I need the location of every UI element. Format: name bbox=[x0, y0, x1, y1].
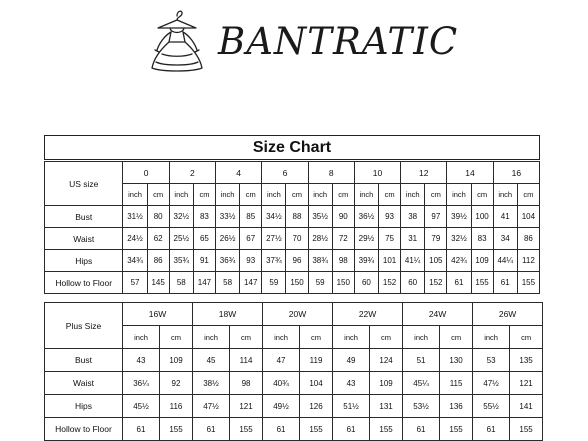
unit-header-cell: inch bbox=[123, 184, 147, 206]
measurement-value: 79 bbox=[425, 228, 447, 250]
measurement-value: 119 bbox=[300, 349, 333, 372]
measurement-value: 72 bbox=[332, 228, 354, 250]
measurement-value: 104 bbox=[517, 206, 539, 228]
unit-header-cell: cm bbox=[230, 326, 263, 349]
unit-header-cell: cm bbox=[370, 326, 403, 349]
unit-header-cell: inch bbox=[216, 184, 240, 206]
measurement-value: 135 bbox=[510, 349, 543, 372]
measurement-value: 100 bbox=[471, 206, 493, 228]
measurement-value: 155 bbox=[160, 418, 193, 441]
table-row bbox=[45, 272, 540, 294]
measurement-value: 83 bbox=[471, 228, 493, 250]
measurement-value: 92 bbox=[160, 372, 193, 395]
measurement-value: 141 bbox=[510, 395, 543, 418]
size-column-label: Plus Size bbox=[45, 303, 123, 349]
size-header-cell: 26W bbox=[473, 303, 543, 326]
unit-header-cell: inch bbox=[473, 326, 510, 349]
measurement-value: 35¾ bbox=[169, 250, 193, 272]
measurement-value: 45 bbox=[193, 349, 230, 372]
measurement-value: 34½ bbox=[262, 206, 286, 228]
measurement-label: Waist bbox=[45, 228, 123, 250]
measurement-value: 24½ bbox=[123, 228, 147, 250]
size-header-cell: 6 bbox=[262, 162, 308, 184]
size-header-cell: 4 bbox=[216, 162, 262, 184]
measurement-value: 32½ bbox=[447, 228, 471, 250]
measurement-value: 36½ bbox=[354, 206, 378, 228]
measurement-value: 49 bbox=[333, 349, 370, 372]
measurement-value: 40¾ bbox=[263, 372, 300, 395]
unit-header-cell: inch bbox=[263, 326, 300, 349]
measurement-value: 155 bbox=[300, 418, 333, 441]
measurement-value: 34 bbox=[493, 228, 517, 250]
measurement-value: 51 bbox=[403, 349, 440, 372]
measurement-value: 91 bbox=[193, 250, 215, 272]
measurement-label: Bust bbox=[45, 349, 123, 372]
measurement-value: 39¾ bbox=[354, 250, 378, 272]
measurement-value: 34¾ bbox=[123, 250, 147, 272]
table-row bbox=[45, 250, 540, 272]
size-chart-title-table bbox=[44, 135, 540, 160]
measurement-value: 124 bbox=[370, 349, 403, 372]
measurement-label: Hollow to Floor bbox=[45, 272, 123, 294]
unit-header-cell: inch bbox=[493, 184, 517, 206]
measurement-value: 121 bbox=[230, 395, 263, 418]
measurement-value: 38½ bbox=[193, 372, 230, 395]
measurement-value: 58 bbox=[169, 272, 193, 294]
unit-header-cell: inch bbox=[401, 184, 425, 206]
measurement-value: 39½ bbox=[447, 206, 471, 228]
measurement-value: 31 bbox=[401, 228, 425, 250]
measurement-value: 53 bbox=[473, 349, 510, 372]
measurement-value: 27½ bbox=[262, 228, 286, 250]
unit-header-cell: inch bbox=[169, 184, 193, 206]
measurement-value: 121 bbox=[510, 372, 543, 395]
unit-header-cell: cm bbox=[286, 184, 308, 206]
measurement-value: 29½ bbox=[354, 228, 378, 250]
unit-header-cell: inch bbox=[403, 326, 440, 349]
size-header-cell: 16W bbox=[123, 303, 193, 326]
measurement-value: 41 bbox=[493, 206, 517, 228]
measurement-value: 83 bbox=[193, 206, 215, 228]
size-header-cell: 0 bbox=[123, 162, 169, 184]
unit-header-cell: cm bbox=[160, 326, 193, 349]
measurement-value: 42¾ bbox=[447, 250, 471, 272]
unit-header-cell: inch bbox=[447, 184, 471, 206]
size-header-cell: 12 bbox=[401, 162, 447, 184]
measurement-value: 49½ bbox=[263, 395, 300, 418]
measurement-value: 38¾ bbox=[308, 250, 332, 272]
measurement-value: 61 bbox=[193, 418, 230, 441]
unit-header-cell: cm bbox=[425, 184, 447, 206]
unit-header-cell: cm bbox=[379, 184, 401, 206]
measurement-value: 41¼ bbox=[401, 250, 425, 272]
measurement-value: 90 bbox=[332, 206, 354, 228]
measurement-value: 59 bbox=[262, 272, 286, 294]
measurement-value: 26½ bbox=[216, 228, 240, 250]
measurement-value: 44¼ bbox=[493, 250, 517, 272]
unit-header-cell: inch bbox=[354, 184, 378, 206]
measurement-value: 59 bbox=[308, 272, 332, 294]
unit-header-cell: cm bbox=[510, 326, 543, 349]
table-row bbox=[45, 349, 543, 372]
measurement-value: 61 bbox=[403, 418, 440, 441]
measurement-value: 61 bbox=[473, 418, 510, 441]
measurement-value: 105 bbox=[425, 250, 447, 272]
measurement-value: 75 bbox=[379, 228, 401, 250]
unit-header-cell: cm bbox=[193, 184, 215, 206]
measurement-value: 47½ bbox=[193, 395, 230, 418]
measurement-value: 37¾ bbox=[262, 250, 286, 272]
table-row bbox=[45, 372, 543, 395]
measurement-value: 62 bbox=[147, 228, 169, 250]
measurement-value: 36¾ bbox=[216, 250, 240, 272]
unit-header-cell: inch bbox=[193, 326, 230, 349]
measurement-value: 85 bbox=[240, 206, 262, 228]
measurement-value: 88 bbox=[286, 206, 308, 228]
measurement-value: 61 bbox=[493, 272, 517, 294]
unit-header-cell: cm bbox=[471, 184, 493, 206]
table-row bbox=[45, 228, 540, 250]
table-row bbox=[45, 418, 543, 441]
us-size-table bbox=[44, 161, 540, 294]
measurement-label: Waist bbox=[45, 372, 123, 395]
table-row bbox=[45, 395, 543, 418]
measurement-value: 25½ bbox=[169, 228, 193, 250]
unit-header-cell: cm bbox=[147, 184, 169, 206]
measurement-value: 155 bbox=[440, 418, 473, 441]
measurement-value: 155 bbox=[230, 418, 263, 441]
measurement-value: 31½ bbox=[123, 206, 147, 228]
unit-header-cell: cm bbox=[332, 184, 354, 206]
measurement-value: 97 bbox=[425, 206, 447, 228]
size-header-cell: 8 bbox=[308, 162, 354, 184]
measurement-value: 47½ bbox=[473, 372, 510, 395]
size-header-cell: 24W bbox=[403, 303, 473, 326]
unit-header-cell: cm bbox=[240, 184, 262, 206]
measurement-value: 38 bbox=[401, 206, 425, 228]
brand-logo bbox=[140, 6, 459, 76]
size-header-cell: 16 bbox=[493, 162, 539, 184]
size-header-cell: 20W bbox=[263, 303, 333, 326]
unit-header-cell: cm bbox=[440, 326, 473, 349]
measurement-value: 150 bbox=[332, 272, 354, 294]
measurement-value: 70 bbox=[286, 228, 308, 250]
size-header-cell: 22W bbox=[333, 303, 403, 326]
measurement-value: 131 bbox=[370, 395, 403, 418]
measurement-value: 28½ bbox=[308, 228, 332, 250]
measurement-value: 61 bbox=[333, 418, 370, 441]
measurement-value: 32½ bbox=[169, 206, 193, 228]
measurement-value: 147 bbox=[240, 272, 262, 294]
measurement-value: 61 bbox=[263, 418, 300, 441]
brand-name: BANTRATIC bbox=[218, 20, 459, 63]
measurement-value: 60 bbox=[401, 272, 425, 294]
measurement-value: 109 bbox=[471, 250, 493, 272]
measurement-value: 115 bbox=[440, 372, 473, 395]
measurement-value: 36¼ bbox=[123, 372, 160, 395]
measurement-value: 55½ bbox=[473, 395, 510, 418]
size-column-label: US size bbox=[45, 162, 123, 206]
dress-on-hanger-icon bbox=[140, 6, 214, 76]
measurement-value: 96 bbox=[286, 250, 308, 272]
size-header-cell: 2 bbox=[169, 162, 215, 184]
measurement-value: 45¼ bbox=[403, 372, 440, 395]
size-header-cell: 10 bbox=[354, 162, 400, 184]
size-header-cell: 14 bbox=[447, 162, 493, 184]
measurement-value: 86 bbox=[147, 250, 169, 272]
measurement-value: 155 bbox=[517, 272, 539, 294]
measurement-value: 43 bbox=[333, 372, 370, 395]
unit-header-cell: cm bbox=[517, 184, 539, 206]
measurement-value: 104 bbox=[300, 372, 333, 395]
measurement-value: 45½ bbox=[123, 395, 160, 418]
size-header-row bbox=[45, 303, 543, 326]
measurement-value: 51½ bbox=[333, 395, 370, 418]
measurement-value: 80 bbox=[147, 206, 169, 228]
measurement-value: 47 bbox=[263, 349, 300, 372]
measurement-label: Hips bbox=[45, 395, 123, 418]
measurement-value: 130 bbox=[440, 349, 473, 372]
measurement-value: 101 bbox=[379, 250, 401, 272]
measurement-value: 43 bbox=[123, 349, 160, 372]
measurement-value: 145 bbox=[147, 272, 169, 294]
size-chart-title: Size Chart bbox=[45, 136, 540, 160]
measurement-value: 152 bbox=[425, 272, 447, 294]
measurement-value: 155 bbox=[510, 418, 543, 441]
measurement-value: 109 bbox=[370, 372, 403, 395]
measurement-value: 33½ bbox=[216, 206, 240, 228]
size-header-row bbox=[45, 162, 540, 184]
measurement-value: 155 bbox=[370, 418, 403, 441]
measurement-value: 61 bbox=[447, 272, 471, 294]
measurement-value: 93 bbox=[379, 206, 401, 228]
measurement-value: 150 bbox=[286, 272, 308, 294]
measurement-value: 67 bbox=[240, 228, 262, 250]
measurement-value: 58 bbox=[216, 272, 240, 294]
unit-header-cell: cm bbox=[300, 326, 333, 349]
unit-header-cell: inch bbox=[308, 184, 332, 206]
measurement-value: 98 bbox=[332, 250, 354, 272]
measurement-value: 53½ bbox=[403, 395, 440, 418]
measurement-value: 114 bbox=[230, 349, 263, 372]
measurement-value: 112 bbox=[517, 250, 539, 272]
measurement-value: 60 bbox=[354, 272, 378, 294]
measurement-value: 35½ bbox=[308, 206, 332, 228]
measurement-value: 98 bbox=[230, 372, 263, 395]
measurement-value: 116 bbox=[160, 395, 193, 418]
measurement-value: 109 bbox=[160, 349, 193, 372]
measurement-label: Bust bbox=[45, 206, 123, 228]
table-row bbox=[45, 206, 540, 228]
unit-header-cell: inch bbox=[262, 184, 286, 206]
measurement-label: Hips bbox=[45, 250, 123, 272]
measurement-value: 61 bbox=[123, 418, 160, 441]
measurement-value: 126 bbox=[300, 395, 333, 418]
unit-header-cell: inch bbox=[333, 326, 370, 349]
plus-size-table bbox=[44, 302, 543, 441]
measurement-label: Hollow to Floor bbox=[45, 418, 123, 441]
measurement-value: 152 bbox=[379, 272, 401, 294]
measurement-value: 65 bbox=[193, 228, 215, 250]
measurement-value: 155 bbox=[471, 272, 493, 294]
measurement-value: 86 bbox=[517, 228, 539, 250]
measurement-value: 147 bbox=[193, 272, 215, 294]
measurement-value: 93 bbox=[240, 250, 262, 272]
measurement-value: 136 bbox=[440, 395, 473, 418]
measurement-value: 57 bbox=[123, 272, 147, 294]
size-header-cell: 18W bbox=[193, 303, 263, 326]
unit-header-cell: inch bbox=[123, 326, 160, 349]
